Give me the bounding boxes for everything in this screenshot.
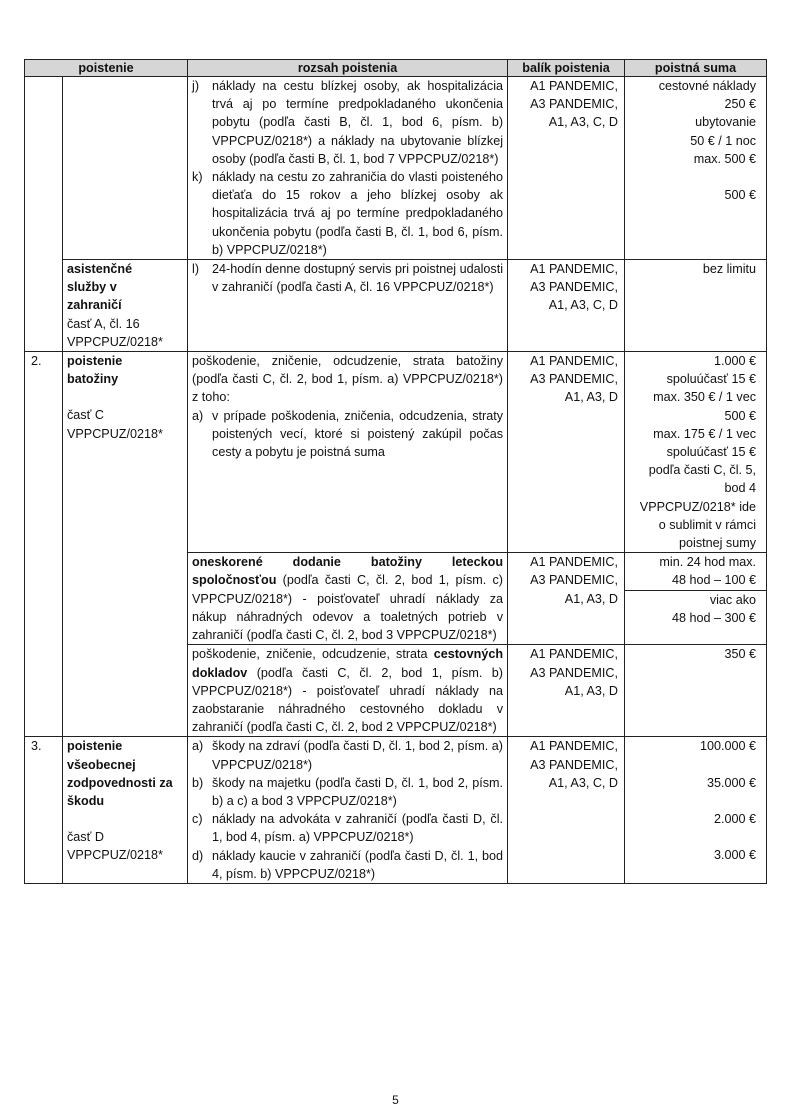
list-item: l) 24-hodín denne dostupný servis pri poistnej udalosti v zahraničí (podľa časti A, čl. 16 VPPCPUZ/0218*) [192,262,504,295]
table-row [25,352,767,553]
package-cell: A1 PANDEMIC, A3 PANDEMIC, A1, A3, D [508,645,625,737]
list-item: k) náklady na cestu zo zahraničia do vlasti poisteného dieťaťa do 15 rokov a jeho blízkej osoby ak hospitalizácia trvá aj po termíne predpokladaného ukončenia pobytu (podľa časti B, čl. 1, bod 6, písm. b) VPPCPUZ/0218*) [192,170,504,257]
scope-cell: poškodenie, zničenie, odcudzenie, strata cestovných dokladov (podľa časti C, čl. 2, bod 1, písm. b) VPPCPUZ/0218*) - poisťovateľ uhradí náklady na zaobstaranie náhradného cestovného dokladu v zahraničí (podľa časti C, čl. 2, bod 2 VPPCPUZ/0218*) [188,645,508,737]
list-item: a) v prípade poškodenia, zničenia, odcudzenia, straty poistených vecí, ktoré si poistený zakúpil počas cesty a pobytu je poistná suma [192,408,504,460]
list-item: a) škody na zdraví (podľa časti D, čl. 1, bod 2, písm. a) VPPCPUZ/0218*) [192,739,504,772]
table-row [25,737,767,884]
sum-cell: bez limitu [625,260,767,352]
package-cell: A1 PANDEMIC, A3 PANDEMIC, A1, A3, D [508,352,625,553]
table-row [25,260,767,352]
document-page [24,59,766,884]
sum-cell: 350 € [625,645,767,737]
table-header-row [25,60,767,77]
list-item: d) náklady kaucie v zahraničí (podľa časti D, čl. 1, bod 4, písm. b) VPPCPUZ/0218*) [192,848,504,881]
list-item: j) náklady na cestu blízkej osoby, ak hospitalizácia trvá aj po termíne predpokladaného ukončenia pobytu (podľa časti B, čl. 1, bod 6, písm. b) VPPCPUZ/0218*) a náklady na ubytovanie blízkej osoby (podľa časti B, čl. 1, bod 7 VPPCPUZ/0218*) [192,79,504,166]
list-item: b) škody na majetku (podľa časti D, čl. 1, bod 2, písm. b) a c) a bod 3 VPPCPUZ/0218*) [192,775,504,808]
coverage-name-cell: asistenčné služby v zahraničí časť A, čl. 16 VPPCPUZ/0218* [63,260,188,352]
scope-cell [188,737,508,884]
list-item: c) náklady na advokáta v zahraničí (podľa časti D, čl. 1, bod 4, písm. a) VPPCPUZ/0218*) [192,812,504,845]
header-rozsah: rozsah poistenia [188,60,508,77]
page-number: 5 [392,1093,399,1107]
header-balik: balík poistenia [508,60,625,77]
sum-cell: 1.000 € spoluúčasť 15 € max. 350 € / 1 vec 500 € max. 175 € / 1 vec spoluúčasť 15 € podľa časti C, čl. 5, bod 4 VPPCPUZ/0218* ide o sublimit v rámci poistnej sumy [625,352,767,553]
row-number-cell: 3. [25,737,63,884]
table-row [25,77,767,260]
package-cell: A1 PANDEMIC, A3 PANDEMIC, A1, A3, C, D [508,260,625,352]
scope-cell: oneskorené dodanie batožiny leteckou spoločnosťou (podľa časti C, čl. 2, bod 1, písm. c) VPPCPUZ/0218*) - poisťovateľ uhradí náklady za nákup náhradných odevov a toaletných potrieb v zahraničí (podľa časti C, čl. 2, bod 3 VPPCPUZ/0218*) [188,553,508,645]
package-cell: A1 PANDEMIC, A3 PANDEMIC, A1, A3, D [508,553,625,645]
sum-cell: 100.000 € 35.000 € 2.000 € 3.000 € [625,737,767,884]
scope-cell: poškodenie, zničenie, odcudzenie, strata batožiny (podľa časti C, čl. 2, bod 1, písm. a) VPPCPUZ/0218*) z toho: a) v prípade poškodenia, zničenia, odcudzenia, straty poistených vecí, ktoré si poistený zakúpil počas cesty a pobytu je poistná suma [188,352,508,553]
package-cell: A1 PANDEMIC, A3 PANDEMIC, A1, A3, C, D [508,737,625,884]
package-cell: A1 PANDEMIC, A3 PANDEMIC, A1, A3, C, D [508,77,625,260]
sum-cell: min. 24 hod max. 48 hod – 100 € viac ako 48 hod – 300 € [625,553,767,645]
row-number-cell: 2. [25,352,63,737]
scope-cell [188,260,508,352]
coverage-name-cell: poistenie batožiny časť C VPPCPUZ/0218* [63,352,188,737]
sum-cell: cestovné náklady 250 € ubytovanie 50 € / 1 noc max. 500 € 500 € [625,77,767,260]
scope-cell [188,77,508,260]
insurance-table [24,59,767,884]
row-number-cell [25,77,63,352]
header-suma: poistná suma [625,60,767,77]
coverage-name-cell: poistenie všeobecnej zodpovednosti za škodu časť D VPPCPUZ/0218* [63,737,188,884]
coverage-name-cell [63,77,188,260]
header-poistenie: poistenie [25,60,188,77]
